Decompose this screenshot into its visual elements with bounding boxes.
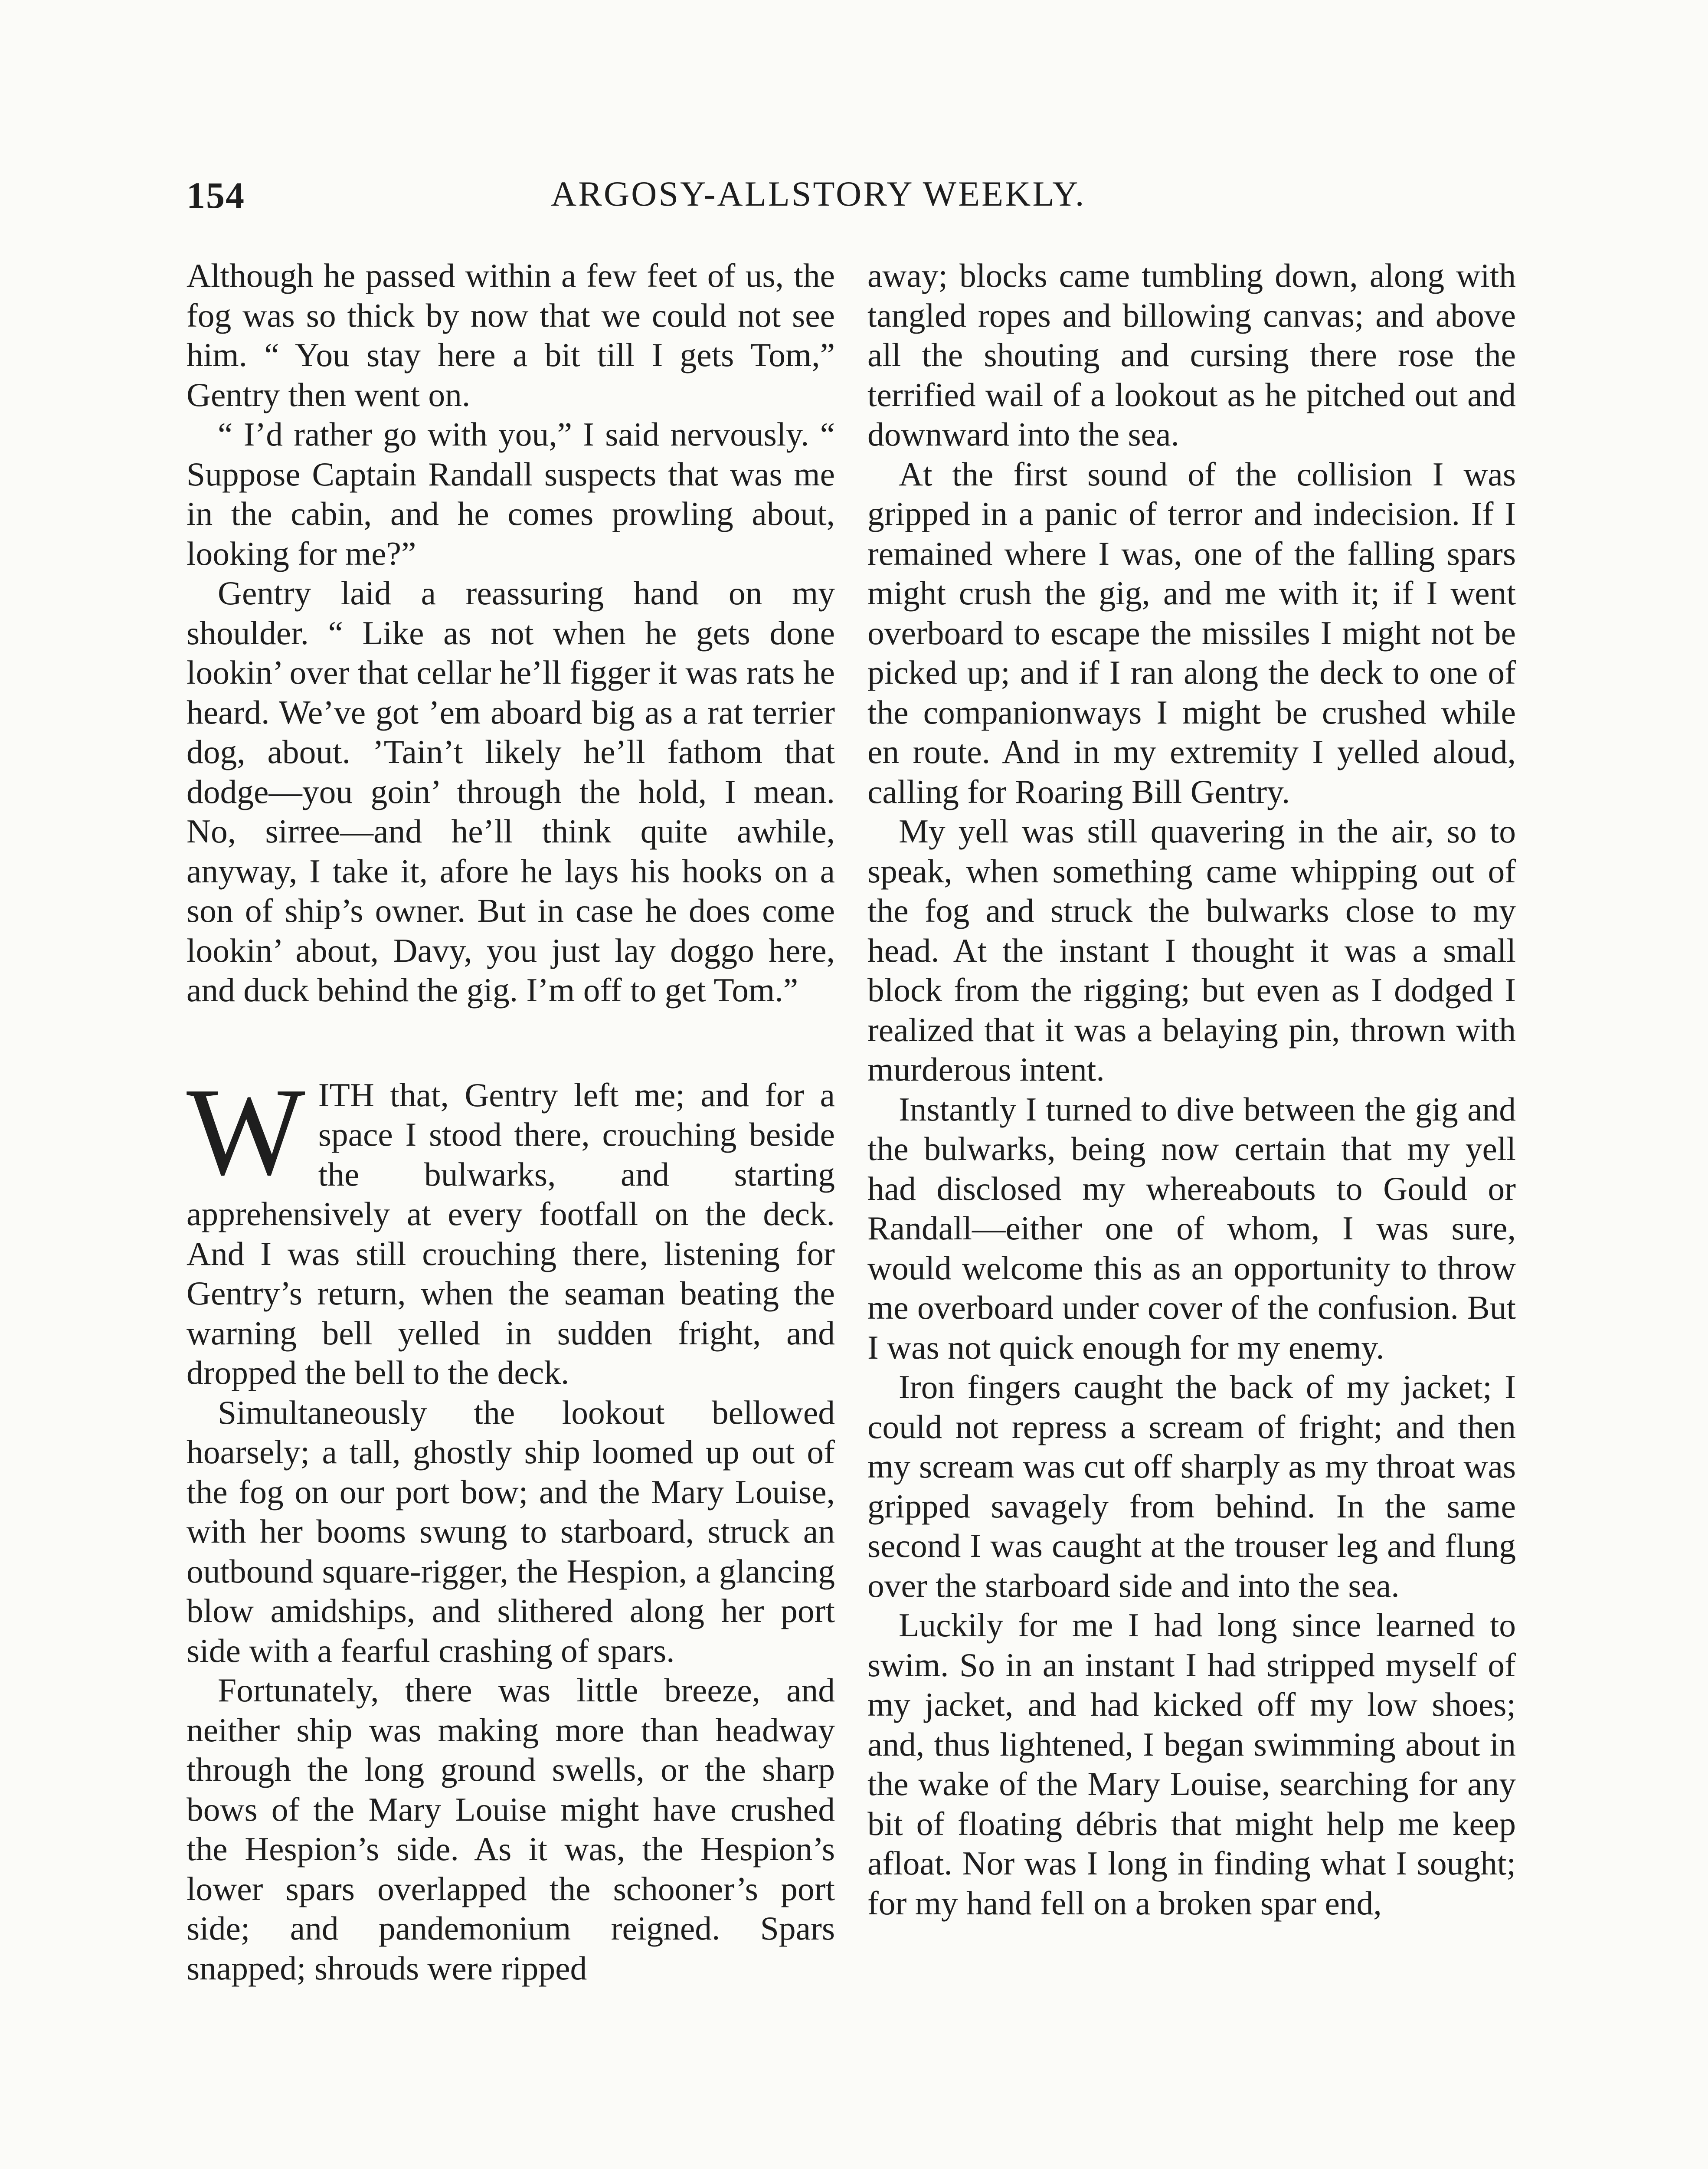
paragraph: At the first sound of the collision I was gripped in a panic of terror and indecision. If I remained where I was, one of the falling spars might crush the gig, and me with it; if I went overboard to escape the missiles I might not be picked up; and if I ran along the deck to one of the companionways I might be crushed while en route. And in my extremity I yelled aloud, calling for Roaring Bill Gentry. xyxy=(867,455,1516,810)
running-title: ARGOSY-ALLSTORY WEEKLY. xyxy=(551,174,1086,213)
left-column xyxy=(187,256,835,1988)
paragraph: away; blocks came tumbling down, along with tangled ropes and billowing canvas; and above all the shouting and cursing there rose the terrified wail of a lookout as he pitched out and downward into the sea. xyxy=(867,257,1516,453)
right-column xyxy=(867,256,1516,1923)
page-number: 154 xyxy=(187,174,245,216)
paragraph: My yell was still quavering in the air, so to speak, when something came whipping out of the fog and struck the bulwarks close to my head. At the instant I thought it was a small block from the rigging; but even as I dodged I realized that it was a belaying pin, thrown with murderous intent. xyxy=(867,813,1516,1088)
paragraph: Simultaneously the lookout bellowed hoarsely; a tall, ghostly ship loomed up out of the fog on our port bow; and the Mary Louise, with her booms swung to starboard, struck an outbound square-rigger, the Hespion, a glancing blow amidships, and slithered along her port side with a fearful crashing of spars. xyxy=(187,1393,835,1669)
paragraph: Instantly I turned to dive between the gig and the bulwarks, being now certain that my yell had disclosed my whereabouts to Gould or Randall—either one of whom, I was sure, would welcome this as an opportunity to throw me overboard under cover of the confusion. But I was not quick enough for my enemy. xyxy=(867,1090,1516,1366)
paragraph: Luckily for me I had long since learned to swim. So in an instant I had stripped myself of my jacket, and had kicked off my low shoes; and, thus lightened, I began swimming about in the wake of the Mary Louise, searching for any bit of floating débris that might help me keep afloat. Nor was I long in finding what I sought; for my hand fell on a broken spar end, xyxy=(867,1606,1516,1922)
paragraph xyxy=(187,1062,835,1393)
paragraph-text: ITH that, Gentry left me; and for a space I stood there, crouching beside the bulwarks, and starting apprehensively at every footfall on the deck. And I was still crouching there, listening for Gentry’s return, when the seaman beating the warning bell yelled in sudden fright, and dropped the bell to the deck. xyxy=(187,1076,835,1391)
drop-cap: W xyxy=(187,1062,305,1201)
paragraph: Although he passed within a few feet of us, the fog was so thick by now that we could not see him. “ You stay here a bit till I gets Tom,” Gentry then went on. xyxy=(187,257,835,413)
page-header xyxy=(187,174,1533,221)
paragraph: Gentry laid a reassuring hand on my shoulder. “ Like as not when he gets done lookin’ over that cellar he’ll figger it was rats he heard. We’ve got ’em aboard big as a rat terrier dog, about. ’Tain’t likely he’ll fathom that dodge—you goin’ through the hold, I mean. No, sirree—and he’ll think quite awhile, anyway, I take it, afore he lays his hooks on a son of ship’s owner. But in case he does come lookin’ about, Davy, you just lay doggo here, and duck behind the gig. I’m off to get Tom.” xyxy=(187,574,835,1009)
paragraph: “ I’d rather go with you,” I said nervously. “ Suppose Captain Randall suspects that was me in the cabin, and he comes prowling about, looking for me?” xyxy=(187,416,835,572)
paragraph: Fortunately, there was little breeze, and neither ship was making more than headway through the long ground swells, or the sharp bows of the Mary Louise might have crushed the Hespion’s side. As it was, the Hespion’s lower spars overlapped the schooner’s port side; and pandemonium reigned. Spars snapped; shrouds were ripped xyxy=(187,1671,835,1987)
paragraph: Iron fingers caught the back of my jacket; I could not repress a scream of fright; and then my scream was cut off sharply as my throat was gripped savagely from behind. In the same second I was caught at the trouser leg and flung over the starboard side and into the sea. xyxy=(867,1368,1516,1604)
